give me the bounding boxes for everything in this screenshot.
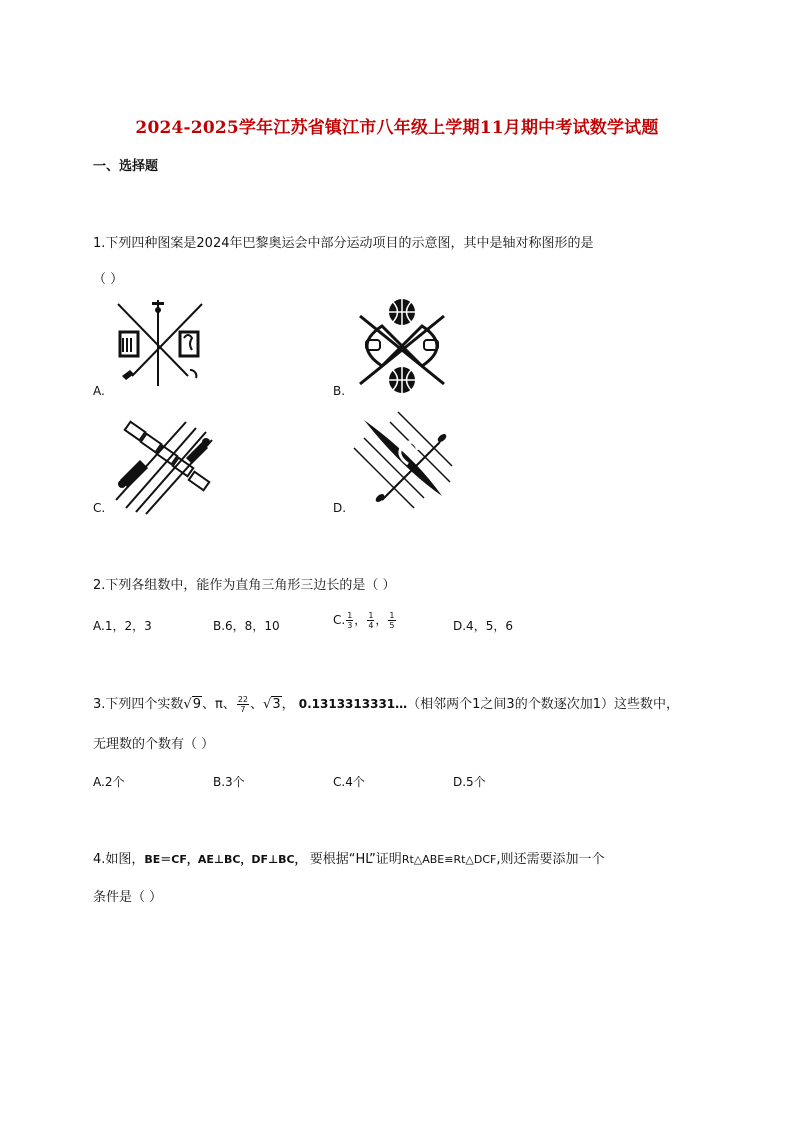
question-2-stem: 2.下列各组数中，能作为直角三角形三边长的是（ ） (93, 578, 396, 593)
question-1-stem: 1.下列四种图案是2024年巴黎奥运会中部分运动项目的示意图，其中是轴对称图形的是 (93, 236, 594, 251)
q3-option-a: A.2个 (93, 775, 125, 789)
question-4-stem: 4.如图，BE＝CF，AE⊥BC，DF⊥BC， 要根据“HL”证明Rt△ABE≌Rt△DCF,则还需要添加一个 (93, 852, 605, 867)
q2-option-b: B.6，8，10 (213, 619, 280, 633)
q2-option-c: C. $\frac{1}{3}$ ， $\frac{1}{4}$ ， $\frac{1}{5}$ (333, 611, 395, 630)
option-c-label: C. (93, 501, 106, 515)
question-3-line2: 无理数的个数有（ ） (93, 737, 215, 752)
fencing-icon (110, 296, 210, 388)
badminton-icon (112, 418, 216, 516)
page-title: 2024-2025学年江苏省镇江市八年级上学期11月期中考试数学试题 (135, 118, 659, 138)
q3-option-d: D.5个 (453, 775, 486, 789)
fraction: $\frac{1}{4}$ (368, 611, 374, 630)
option-a-label: A. (93, 384, 105, 398)
basketball-icon (352, 296, 452, 396)
q2-option-a: A.1，2，3 (93, 619, 152, 633)
fraction: $\frac{1}{5}$ (389, 611, 395, 630)
question-4-line2: 条件是（ ） (93, 890, 163, 905)
sqrt-3: √3 (263, 697, 281, 712)
option-d-label: D. (333, 501, 347, 515)
fraction-22-7: $\frac{22}{7}$ (237, 695, 248, 714)
fraction: $\frac{1}{3}$ (347, 611, 353, 630)
q2-option-d: D.4，5，6 (453, 619, 513, 633)
q3-option-c: C.4个 (333, 775, 365, 789)
question-3-stem: 3.下列四个实数√9、π、 $\frac{22}{7}$ 、√3， 0.1313313331…（相邻两个1之间3的个数逐次加1）这些数中， (93, 695, 679, 714)
section-heading: 一、选择题 (93, 159, 159, 174)
sqrt-9: √9 (183, 697, 201, 712)
option-b-label: B. (333, 384, 346, 398)
question-1-paren: （ ） (93, 272, 124, 287)
canoe-icon (350, 408, 454, 512)
q3-option-b: B.3个 (213, 775, 245, 789)
